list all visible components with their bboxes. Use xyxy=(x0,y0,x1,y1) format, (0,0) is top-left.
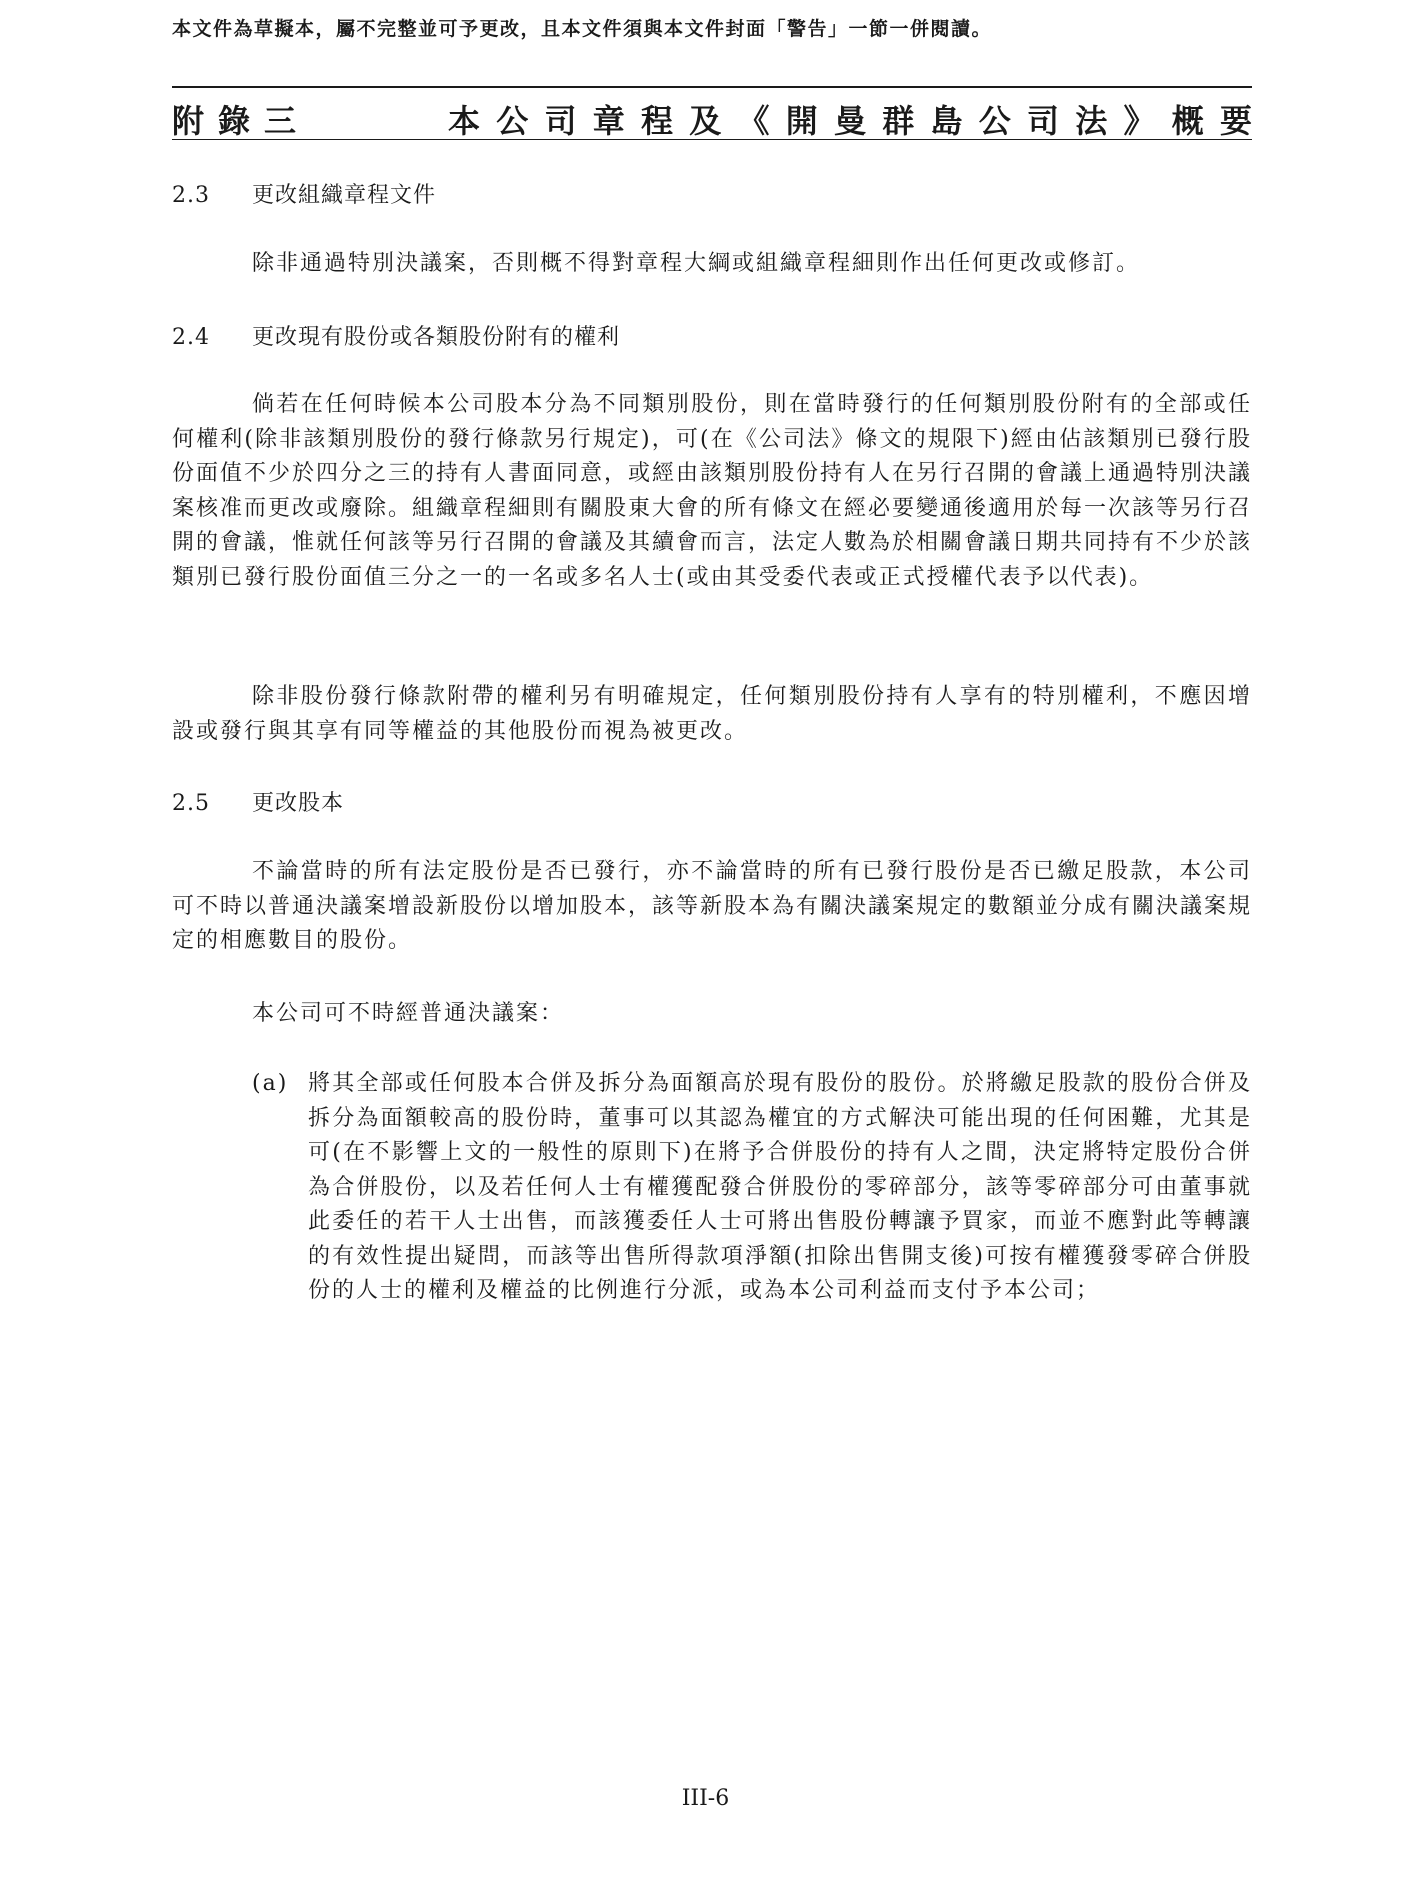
section-heading-2-3 xyxy=(172,178,436,209)
list-marker: (a) xyxy=(252,1071,289,1096)
paragraph: 本公司可不時經普通決議案： xyxy=(252,1001,565,1026)
section-title: 更改組織章程文件 xyxy=(252,183,437,208)
header-rule-top xyxy=(172,86,1252,88)
section-title: 更改股本 xyxy=(252,791,345,816)
section-heading-2-5 xyxy=(172,786,344,817)
draft-notice: 本文件為草擬本，屬不完整並可予更改，且本文件須與本文件封面「警告」一節一併閱讀。 xyxy=(172,18,993,40)
paragraph: 不論當時的所有法定股份是否已發行，亦不論當時的所有已發行股份是否已繳足股款，本公司可不時以普通決議案增設新股份以增加股本，該等新股本為有關決議案規定的數額並分成有關決議案規定的相應數目的股份。 xyxy=(172,859,1253,953)
appendix-title: 本公司章程及《開曼群島公司法》概要 xyxy=(448,102,1252,140)
section-number: 2.4 xyxy=(172,325,210,350)
header-rule-bottom xyxy=(172,139,1252,140)
list-item-text: 將其全部或任何股本合併及拆分為面額高於現有股份的股份。於將繳足股款的股份合併及拆分為面額較高的股份時，董事可以其認為權宜的方式解決可能出現的任何困難，尤其是可(在不影響上文的一般性的原則下)在將予合併股份的持有人之間，決定將特定股份合併為合併股份，以及若任何人士有權獲配發合併股份的零碎部分，該等零碎部分可由董事就此委任的若干人士出售，而該獲委任人士可將出售股份轉讓予買家，而並不應對此等轉讓的有效性提出疑問，而該等出售所得款項淨額(扣除出售開支後)可按有權獲發零碎合併股份的人士的權利及權益的比例進行分派，或為本公司利益而支付予本公司； xyxy=(308,1071,1252,1303)
section-heading-2-4 xyxy=(172,320,620,351)
paragraph: 除非股份發行條款附帶的權利另有明確規定，任何類別股份持有人享有的特別權利，不應因增設或發行與其享有同等權益的其他股份而視為被更改。 xyxy=(172,684,1252,744)
section-number: 2.5 xyxy=(172,791,210,816)
paragraph: 除非通過特別決議案，否則概不得對章程大綱或組織章程細則作出任何更改或修訂。 xyxy=(252,251,1141,276)
page-number: III-6 xyxy=(681,1786,730,1811)
appendix-label: 附錄三 xyxy=(172,102,311,140)
section-title: 更改現有股份或各類股份附有的權利 xyxy=(252,325,621,350)
paragraph: 倘若在任何時候本公司股本分為不同類別股份，則在當時發行的任何類別股份附有的全部或任何權利(除非該類別股份的發行條款另行規定)，可(在《公司法》條文的規限下)經由佔該類別已發行股份面值不少於四分之三的持有人書面同意，或經由該類別股份持有人在另行召開的會議上通過特別決議案核准而更改或廢除。組織章程細則有關股東大會的所有條文在經必要變通後適用於每一次該等另行召開的會議，惟就任何該等另行召開的會議及其續會而言，法定人數為於相關會議日期共同持有不少於該類別已發行股份面值三分之一的一名或多名人士(或由其受委代表或正式授權代表予以代表)。 xyxy=(172,392,1253,590)
section-number: 2.3 xyxy=(172,183,210,208)
list-item xyxy=(252,1067,1252,1309)
